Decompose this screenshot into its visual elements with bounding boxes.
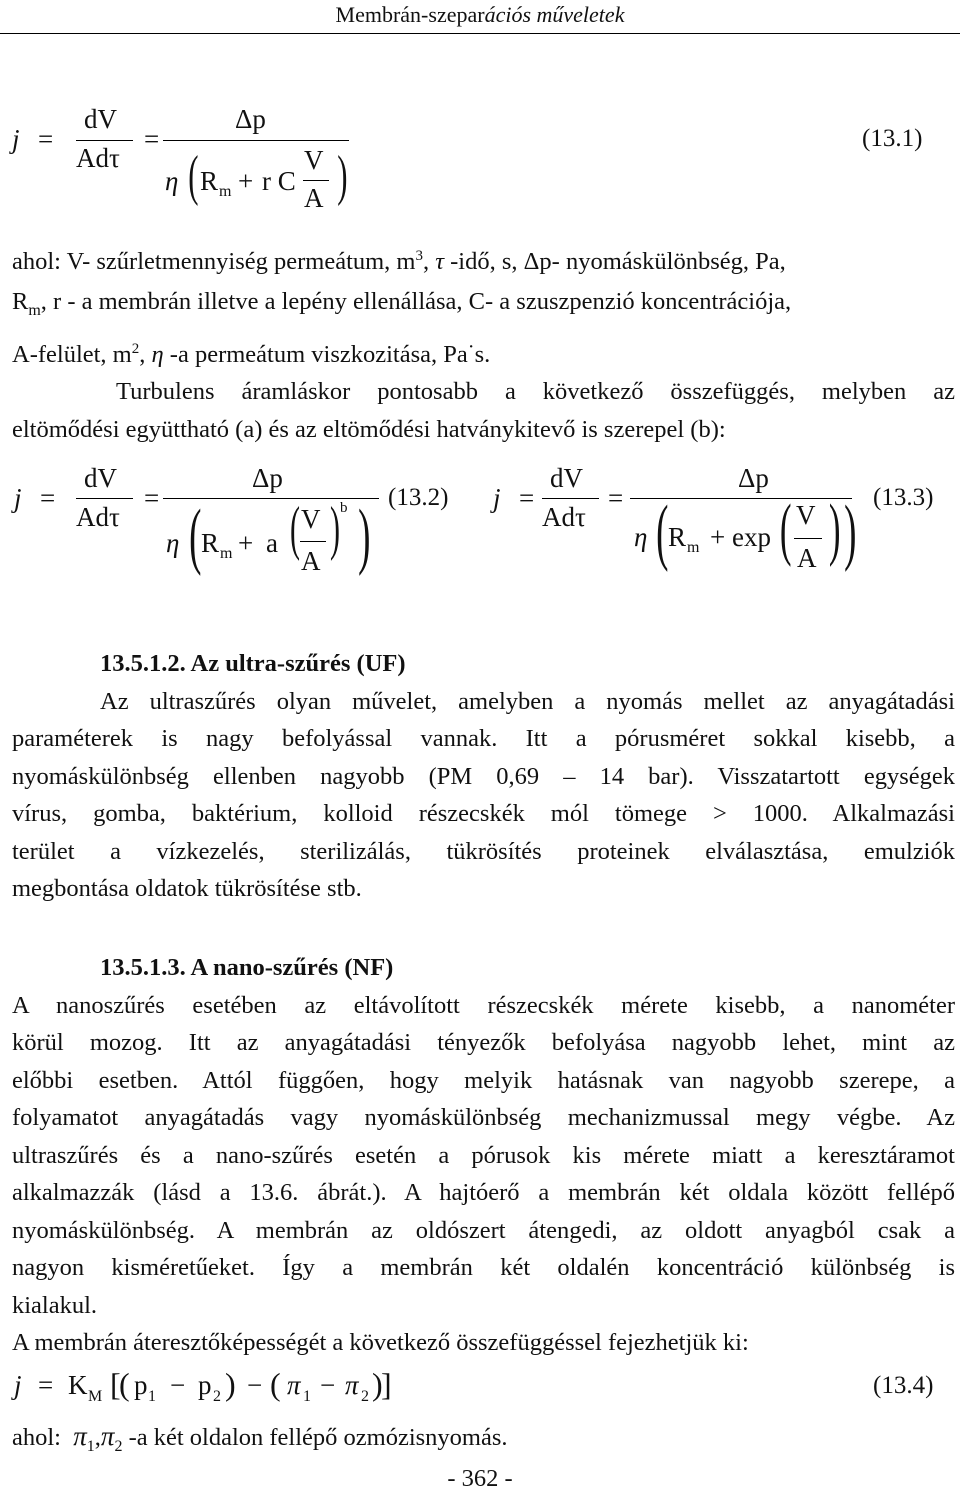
eq3-V: V [796, 500, 816, 530]
nf-line-4: folyamatot anyagátadás vagy nyomáskülönbség mechanizmussal megy végbe. Az [12, 1104, 955, 1131]
eq3-lhs: j [493, 483, 501, 513]
eq1-fraction-line-3 [303, 180, 329, 181]
header-title-plain: Membrán-szepar [335, 2, 485, 27]
final-pi1-sub: 1 [86, 1437, 95, 1455]
turbulent-line-1: Turbulens áramláskor pontosabb a következő összefüggés, melyben az [116, 378, 955, 405]
eq3-num1: dV [550, 463, 583, 493]
eq2-close-paren: ) [358, 495, 371, 577]
eq4-p2: p [198, 1370, 212, 1400]
eq2-inner-close-paren: ) [329, 495, 340, 561]
nf-line-3: előbbi esetben. Attól függően, hogy melyik hatásnak van nagyobb szerepe, a [12, 1067, 955, 1094]
nf-line-6: alkalmazzák (lásd a 13.6. ábrát.). A hajtóerő a membrán két oldala között fellépő [12, 1179, 955, 1206]
eq2-R: R [201, 528, 220, 558]
eq3-A: A [797, 543, 817, 573]
eq2-exponent: b [340, 500, 348, 516]
eq1-lhs: j [12, 124, 20, 154]
eq2-equals-2: = [144, 483, 160, 513]
eq4-K-sub: M [88, 1388, 103, 1405]
eq2-inner-open-paren: ( [289, 495, 300, 561]
eq4-minus-3: − [320, 1370, 336, 1400]
page-number: - 362 - [447, 1465, 513, 1492]
def2-R: R [12, 288, 29, 315]
nf-intro: A membrán áteresztőképességét a következő összefüggéssel fejezhetjük ki: [12, 1329, 749, 1356]
definitions-line-1: ahol: V- szűrletmennyiség permeátum, $m^3$, τ -idő, s, Δp- nyomáskülönbség, Pa, [12, 248, 786, 276]
eq3-open-paren: ( [656, 491, 669, 573]
eq2-num1: dV [84, 463, 117, 493]
eq1-R-sub: m [219, 183, 232, 200]
eq1-num1: dV [84, 104, 117, 134]
def1-sup: 3 [415, 248, 423, 264]
eq1-fraction-line-2 [163, 140, 349, 141]
final-pi2-sub: 2 [114, 1437, 123, 1455]
def1-rest: -idő, s, [450, 248, 518, 276]
def2-rest: , r - a membrán illetve a lepény ellenállása, C- a szuszpenzió koncentrációja, [40, 288, 792, 315]
eq1-fraction-line-1 [76, 140, 133, 141]
eq3-inner-open-paren: ( [779, 491, 792, 568]
eq3-eta: η [634, 522, 648, 552]
nf-line-2: körül mozog. Itt az anyagátadási tényezők befolyása nagyobb lehet, mint az [12, 1029, 955, 1056]
eq2-lhs: j [14, 483, 22, 513]
eq2-num2: Δp [252, 463, 283, 493]
section-nf-heading: 13.5.1.3. A nano-szűrés (NF) [100, 954, 394, 981]
eq1-equals-1: = [38, 124, 54, 154]
section-uf-heading: 13.5.1.2. Az ultra-szűrés (UF) [100, 650, 406, 677]
definitions-line-3: A-felület, $m^2$, η -a permeátum viszkozitása, Pa·s. [12, 336, 491, 369]
eq4-lhs: j [14, 1370, 22, 1400]
def2-sub: m [28, 301, 41, 319]
final-start: ahol: [12, 1424, 61, 1451]
eq1-num2: Δp [235, 104, 266, 134]
def3-dot: · [467, 336, 475, 358]
eq4-close-paren-1: ) [225, 1366, 236, 1402]
nf-line-1: A nanoszűrés esetében az eltávolított részecskék mérete kisebb, a nanométer [12, 992, 955, 1019]
final-definition-line [12, 1417, 508, 1466]
eq4-pi2: π [345, 1370, 359, 1400]
eq4-minus-1: − [170, 1370, 186, 1400]
final-pi1: π [73, 1421, 87, 1451]
nf-line-9: kialakul. [12, 1292, 98, 1319]
eq3-num2: Δp [738, 463, 769, 493]
eq1-open-paren: ( [188, 145, 199, 207]
def1-text: ahol: V- szűrletmennyiség permeátum, m [12, 248, 416, 276]
eq3-R: R [668, 522, 687, 552]
def3-eta: η [151, 341, 164, 369]
uf-line-4: vírus, gomba, baktérium, kolloid részecskék mól tömege > 1000. Alkalmazási [12, 800, 955, 827]
eq2-den1: Adτ [76, 502, 120, 532]
uf-line-1: Az ultraszűrés olyan művelet, amelyben a nyomás mellet az anyagátadási [100, 688, 955, 715]
eq1-A: A [304, 183, 324, 213]
eq4-p2-sub: 2 [213, 1388, 221, 1405]
header-title-italic: ációs műveletek [484, 2, 625, 27]
uf-line-5: terület a vízkezelés, sterilizálás, tükrösítés proteinek elválasztása, emulziók [12, 838, 955, 865]
eq4-K: K [68, 1370, 88, 1400]
eq4-p1-sub: 1 [148, 1388, 156, 1405]
def1-tau: τ [435, 248, 445, 276]
uf-line-3: nyomáskülönbség ellenben nagyobb (PM 0,69 – 14 bar). Visszatartott egységek [12, 763, 955, 790]
def3-end: -a permeátum viszkozitása, Pa [169, 341, 468, 369]
eq2-A: A [301, 546, 321, 576]
eq3-exp: exp [732, 522, 771, 552]
eq2-fraction-line-1 [76, 498, 133, 499]
eq1-equals-2: = [144, 124, 160, 154]
def3-sup: 2 [131, 341, 140, 357]
eq1-plus: + [238, 166, 254, 196]
final-pi2: π [100, 1421, 115, 1451]
eq2-plus: + [238, 528, 254, 558]
def1-dp: Δp [523, 248, 552, 276]
eq1-rC: r C [262, 166, 296, 196]
eq1-V: V [304, 145, 324, 175]
eq2-eta: η [166, 528, 180, 558]
eq2-equals-1: = [40, 483, 56, 513]
uf-line-2: paraméterek is nagy befolyással vannak. Itt a pórusméret sokkal kisebb, a [12, 725, 955, 752]
header-rule [0, 33, 960, 34]
eq3-R-sub: m [687, 539, 700, 556]
eq4-pi2-sub: 2 [361, 1388, 369, 1405]
eq2-R-sub: m [220, 545, 233, 562]
eq3-equals-1: = [519, 483, 535, 513]
eq4-open-paren-1: ( [119, 1366, 130, 1402]
eq4-pi1: π [287, 1370, 301, 1400]
eq3-number: (13.3) [873, 484, 934, 511]
eq1-close-paren: ) [337, 145, 348, 207]
uf-line-6: megbontása oldatok tükrösítése stb. [12, 875, 362, 902]
eq4-p1: p [134, 1370, 148, 1400]
eq1-number: (13.1) [862, 125, 923, 152]
eq3-den1: Adτ [542, 502, 586, 532]
eq2-fraction-line-3 [300, 541, 326, 542]
eq4-pi1-sub: 1 [303, 1388, 311, 1405]
eq3-plus: + [710, 522, 726, 552]
eq4-close-bracket: ] [381, 1366, 392, 1402]
def1-end: - nyomáskülönbség, Pa, [551, 248, 786, 276]
eq3-close-paren: ) [844, 491, 857, 573]
eq2-open-paren: ( [189, 495, 202, 577]
final-comma: , [94, 1424, 101, 1451]
eq2-number: (13.2) [388, 484, 449, 511]
eq3-fraction-line-3 [794, 538, 822, 539]
eq1-R: R [200, 166, 219, 196]
def3-s: s. [474, 341, 491, 369]
eq4-minus-2: − [247, 1370, 263, 1400]
eq1-eta: η [165, 166, 179, 196]
def3-start: A-felület, m [12, 341, 132, 369]
eq1-den1: Adτ [76, 143, 120, 173]
eq2-a: a [266, 528, 278, 558]
turbulent-line-2: eltömődési együttható (a) és az eltömődési hatványkitevő is szerepel (b): [12, 416, 726, 443]
definitions-line-2 [12, 283, 791, 330]
eq2-V: V [301, 504, 321, 534]
nf-line-5: ultraszűrés és a nano-szűrés esetén a pórusok kis mérete miatt a keresztáramot [12, 1142, 955, 1169]
eq4-close-paren-2: ) [372, 1366, 383, 1402]
eq4-equals: = [38, 1370, 54, 1400]
eq3-fraction-line-1 [542, 498, 599, 499]
nf-line-8: nagyon kisméretűeket. Így a membrán két oldalén koncentráció különbség is [12, 1254, 955, 1281]
eq4-open-paren-2: ( [270, 1366, 281, 1402]
eq3-inner-close-paren: ) [828, 491, 841, 568]
final-end: -a két oldalon fellépő ozmózisnyomás. [128, 1424, 508, 1451]
running-header [0, 2, 960, 28]
eq4-open-bracket: [ [110, 1366, 121, 1402]
eq3-equals-2: = [608, 483, 624, 513]
nf-line-7: nyomáskülönbség. A membrán az oldószert átengedi, az oldott anyagból csak a [12, 1217, 955, 1244]
eq4-number: (13.4) [873, 1372, 934, 1399]
